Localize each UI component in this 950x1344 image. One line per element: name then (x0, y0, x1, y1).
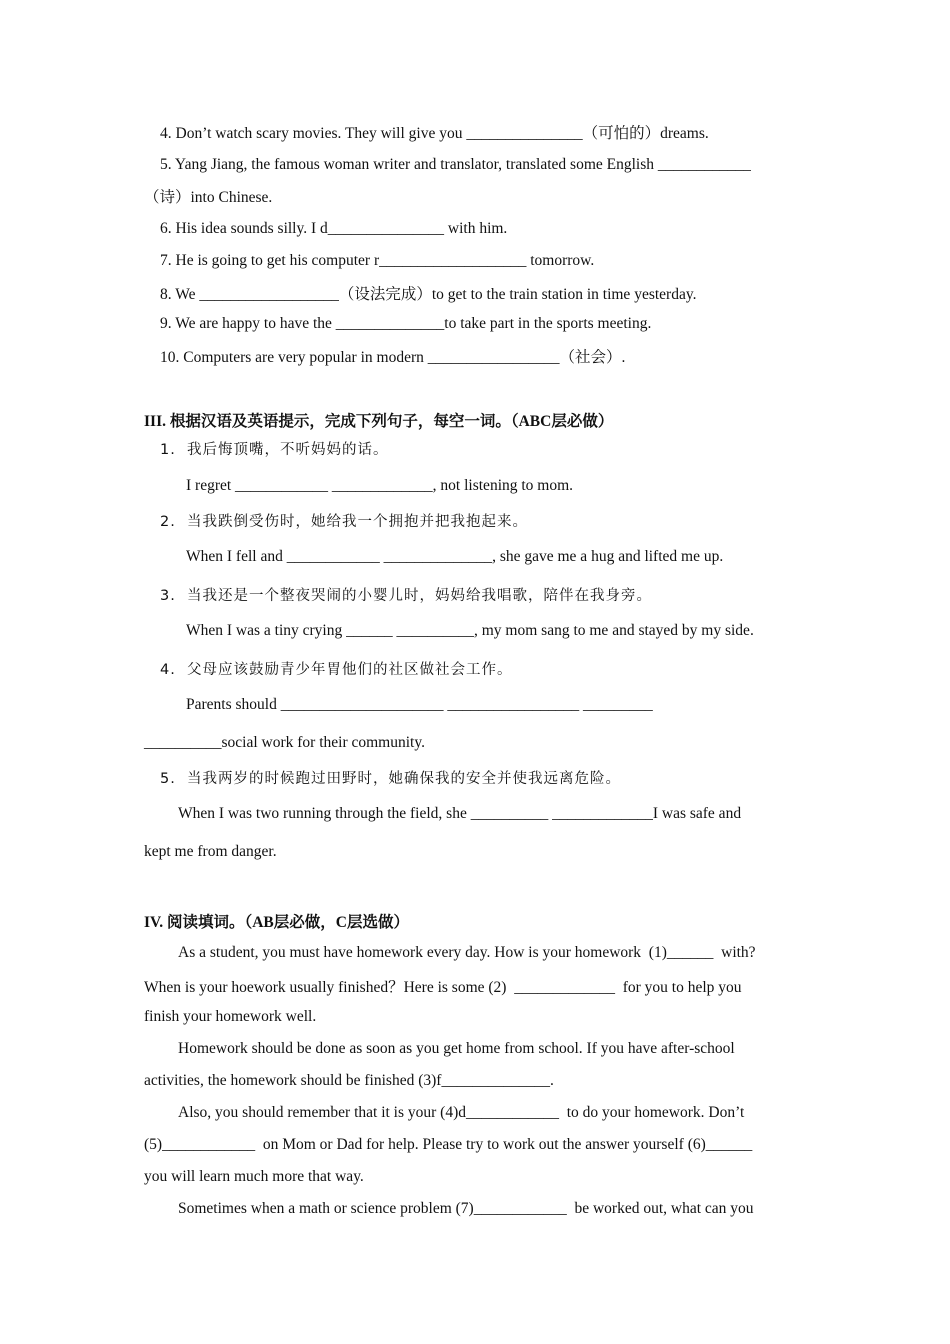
s3-q1-cn: 1. 我后悔顶嘴，不听妈妈的话。 (160, 442, 389, 458)
s4-line-4: Homework should be done as soon as you get home from school. If you have after-school (178, 1040, 735, 1057)
item-10: 10. Computers are very popular in modern _________________（社会）. (160, 349, 626, 366)
s3-q5-en: When I was two running through the field, she __________ _____________I was safe and (178, 805, 742, 822)
s4-line-5: activities, the homework should be finished (3)f______________. (144, 1072, 554, 1089)
s3-q2-en: When I fell and ____________ ______________, she gave me a hug and lifted me up. (186, 548, 724, 565)
item-5-cont: （诗）into Chinese. (144, 189, 273, 206)
s4-line-1: As a student, you must have homework every day. How is your homework (1)______ with? (178, 944, 756, 961)
s3-q3-en: When I was a tiny crying ______ __________, my mom sang to me and stayed by my side. (186, 622, 754, 639)
s4-line-7: (5)____________ on Mom or Dad for help. Please try to work out the answer yourself (6)______ (144, 1136, 753, 1153)
item-4: 4. Don’t watch scary movies. They will give you _______________（可怕的）dreams. (160, 125, 709, 142)
s4-line-3: finish your homework well. (144, 1008, 317, 1025)
s3-q4-cn: 4. 父母应该鼓励青少年胃他们的社区做社会工作。 (160, 662, 513, 678)
s3-q4-en: Parents should _____________________ _________________ _________ (186, 696, 653, 713)
s3-q1-en: I regret ____________ _____________, not listening to mom. (186, 477, 574, 494)
section-4-heading: IV. 阅读填词。（AB层必做，C层选做） (144, 914, 409, 931)
item-7: 7. He is going to get his computer r___________________ tomorrow. (160, 252, 595, 269)
s4-line-6: Also, you should remember that it is your (4)d____________ to do your homework. Don’t (178, 1104, 745, 1121)
s3-q3-cn: 3. 当我还是一个整夜哭闹的小婴儿时，妈妈给我唱歌，陪伴在我身旁。 (160, 588, 653, 604)
s4-line-2: When is your hoework usually finished？Here is some (2) _____________ for you to help you (144, 979, 742, 996)
s3-q4-en-cont: __________social work for their community. (144, 734, 425, 751)
item-8: 8. We __________________（设法完成）to get to the train station in time yesterday. (160, 286, 697, 303)
s4-line-9: Sometimes when a math or science problem (7)____________ be worked out, what can you (178, 1200, 754, 1217)
item-6: 6. His idea sounds silly. I d_______________ with him. (160, 220, 508, 237)
item-5: 5. Yang Jiang, the famous woman writer and translator, translated some English ____________ (160, 156, 751, 173)
item-9: 9. We are happy to have the ______________to take part in the sports meeting. (160, 315, 652, 332)
s3-q5-cn: 5. 当我两岁的时候跑过田野时，她确保我的安全并使我远离危险。 (160, 771, 622, 787)
s4-line-8: you will learn much more that way. (144, 1168, 364, 1185)
s3-q2-cn: 2. 当我跌倒受伤时，她给我一个拥抱并把我抱起来。 (160, 514, 529, 530)
section-3-heading: III. 根据汉语及英语提示，完成下列句子，每空一词。（ABC层必做） (144, 413, 614, 430)
s3-q5-en-cont: kept me from danger. (144, 843, 277, 860)
